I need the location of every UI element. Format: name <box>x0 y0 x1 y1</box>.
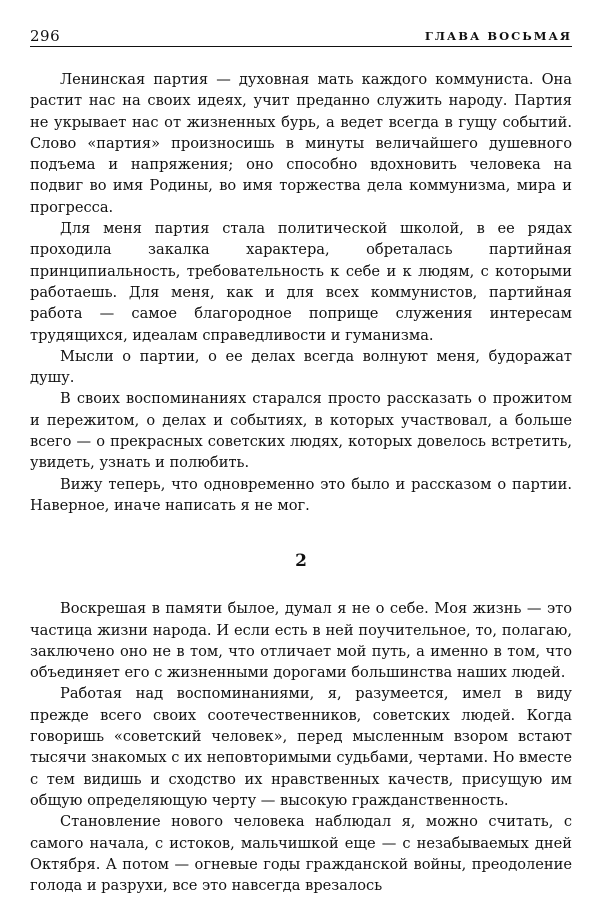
paragraph: Мысли о партии, о ее делах всегда волнуют меня, будоражат душу. <box>30 347 572 387</box>
paragraph: Вижу теперь, что одновременно это было и рассказом о партии. Наверное, иначе написать я не мог. <box>30 475 572 514</box>
paragraph: В своих воспоминаниях старался просто рассказать о прожитом и пережитом, о делах и событиях, в которых участвовал, а больше всего — о прекрасных советских людях, которых довелось встретить, увидеть, узнать и полюбить. <box>30 390 572 472</box>
running-header <box>30 20 572 47</box>
page-number: 296 <box>30 27 61 45</box>
paragraph: Становление нового человека наблюдал я, можно считать, с самого начала, с истоков, мальчишкой еще — с незабываемых дней Октября. А потом — огневые годы гражданской войны, преодоление голода и разрухи, все это навсегда врезалось <box>30 813 572 895</box>
chapter-title: ГЛАВА ВОСЬМАЯ <box>424 29 572 43</box>
paragraph: Воскрешая в памяти былое, думал я не о себе. Моя жизнь — это частица жизни народа. И если есть в ней поучительное, то, полагаю, заключено оно не в том, что отличает мой путь, а именно в том, что объединяет его с жизненными дорогами большинства наших людей. <box>30 600 572 682</box>
paragraph: Работая над воспоминаниями, я, разумеется, имел в виду прежде всего своих соотечественников, советских людей. Когда говоришь «советский человек», перед мысленным взором встают тысячи знакомых с их неповторимыми судьбами, чертами. Но вместе с тем видишь и сходство их нравственных качеств, присущую им общую определяющую черту — высокую гражданственность. <box>30 685 572 809</box>
paragraph: Для меня партия стала политической школой, в ее рядах проходила закалка характера, обреталась партийная принципиальность, требовательность к себе и к людям, с которыми работаешь. Для меня, как и для всех коммунистов, партийная работа — самое благородное поприще служения интересам трудящихся, идеалам справедливости и гуманизма. <box>30 220 572 344</box>
book-page <box>30 20 572 895</box>
section-number: 2 <box>295 551 307 572</box>
body-text <box>30 69 572 896</box>
paragraph: Ленинская партия — духовная мать каждого коммуниста. Она растит нас на своих идеях, учит преданно служить народу. Партия не укрывает нас от жизненных бурь, а ведет всегда в гущу событий. Слово «партия» произносишь в минуты величайшего душевного подъема и напряжения; оно способно вдохновить человека на подвиг во имя Родины, во имя торжества дела коммунизма, мира и прогресса. <box>30 71 572 216</box>
